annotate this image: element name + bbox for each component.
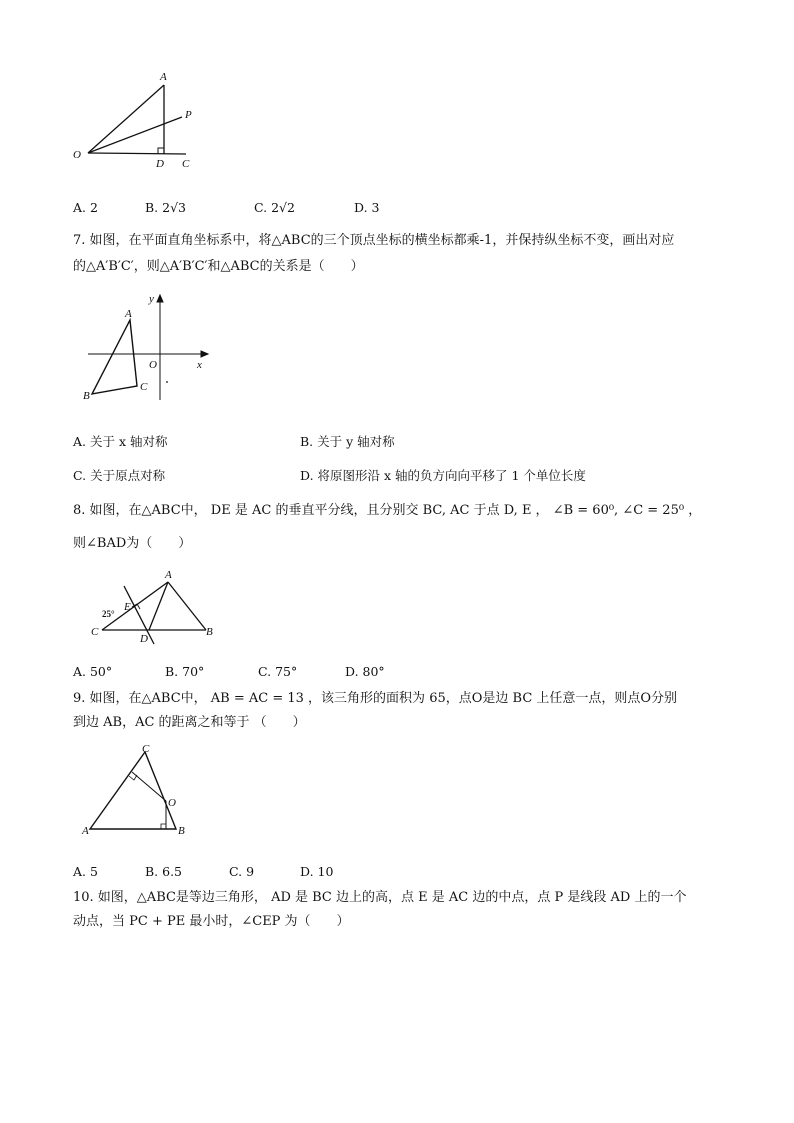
q6-line-OP	[88, 117, 182, 153]
q8-option-c: C. 75°	[258, 664, 298, 679]
q7-option-c: C. 关于原点对称	[73, 468, 166, 483]
q7-option-d: D. 将原图形沿 x 轴的负方向向平移了 1 个单位长度	[300, 468, 586, 483]
q8-label-C: C	[91, 626, 99, 638]
q9-triangle-ABC	[90, 752, 176, 829]
q9-question-line1: 9. 如图，在△ABC中， AB = AC = 13 ，该三角形的面积为 65，点O是边 BC 上任意一点，则点O分别	[73, 691, 678, 706]
q7-option-a: A. 关于 x 轴对称	[73, 434, 168, 449]
q7-label-C: C	[140, 381, 148, 393]
q8-label-B: B	[206, 626, 213, 638]
q8-label-angle: 25°	[102, 609, 115, 619]
q6-label-C: C	[182, 158, 190, 170]
q9-perp-to-AC	[132, 772, 166, 801]
q7-triangle-ABC	[92, 320, 137, 394]
q8-option-a: A. 50°	[73, 664, 113, 679]
q7-question-line1: 7. 如图，在平面直角坐标系中，将△ABC的三个顶点坐标的横坐标都乘-1，并保持纵坐标不变，画出对应	[73, 233, 675, 248]
q10-question-line2: 动点，当 PC + PE 最小时，∠CEP 为（ ）	[73, 914, 350, 929]
q8-side-AB	[168, 582, 206, 630]
q6-line-OA	[88, 85, 164, 153]
q6-option-a: A. 2	[73, 200, 98, 215]
q6-figure	[70, 68, 200, 173]
q9-label-A: A	[82, 825, 89, 837]
q7-y-arrow	[157, 295, 163, 302]
q9-label-O: O	[168, 797, 176, 809]
q9-option-b: B. 6.5	[145, 864, 183, 879]
q9-option-d: D. 10	[300, 864, 334, 879]
q7-label-O: O	[149, 359, 157, 371]
q7-label-B: B	[83, 390, 90, 402]
q8-option-b: B. 70°	[165, 664, 205, 679]
q10-question-line1: 10. 如图，△ABC是等边三角形， AD 是 BC 边上的高，点 E 是 AC 边的中点，点 P 是线段 AD 上的一个	[73, 890, 687, 905]
q9-question-line2: 到边 AB，AC 的距离之和等于 （ ）	[73, 715, 306, 730]
q8-question-line2: 则∠BAD为（ ）	[73, 536, 192, 551]
q8-figure	[88, 568, 223, 650]
q7-label-A: A	[125, 308, 132, 320]
q8-option-d: D. 80°	[345, 664, 385, 679]
q7-label-x: x	[197, 359, 202, 371]
q7-option-b: B. 关于 y 轴对称	[300, 434, 395, 449]
q6-label-P: P	[185, 109, 192, 121]
q9-option-c: C. 9	[229, 864, 255, 879]
q6-line-OC	[88, 153, 186, 154]
q6-option-d: D. 3	[354, 200, 380, 215]
q6-label-O: O	[73, 149, 81, 161]
q9-option-a: A. 5	[73, 864, 98, 879]
q6-label-A: A	[160, 71, 167, 83]
q6-option-b: B. 2√3	[145, 200, 187, 215]
q9-figure	[80, 744, 195, 839]
q8-label-D: D	[140, 633, 148, 645]
q9-label-B: B	[178, 825, 185, 837]
q8-label-A: A	[165, 569, 172, 581]
q9-right-angle-2	[161, 824, 166, 829]
q8-label-E: E	[124, 601, 131, 613]
q8-question-line1: 8. 如图，在△ABC中， DE 是 AC 的垂直平分线，且分别交 BC, AC 于点 D, E ， ∠B = 60⁰, ∠C = 25⁰ ，	[73, 503, 702, 518]
q7-figure	[80, 290, 215, 405]
q7-dot	[166, 381, 168, 383]
q6-option-c: C. 2√2	[254, 200, 295, 215]
q7-x-arrow	[201, 351, 208, 357]
q6-label-D: D	[156, 158, 164, 170]
q9-label-C: C	[142, 744, 150, 755]
q7-label-y: y	[149, 293, 154, 305]
q7-question-line2: 的△A′B′C′，则△A′B′C′和△ABC的关系是（ ）	[73, 259, 364, 274]
